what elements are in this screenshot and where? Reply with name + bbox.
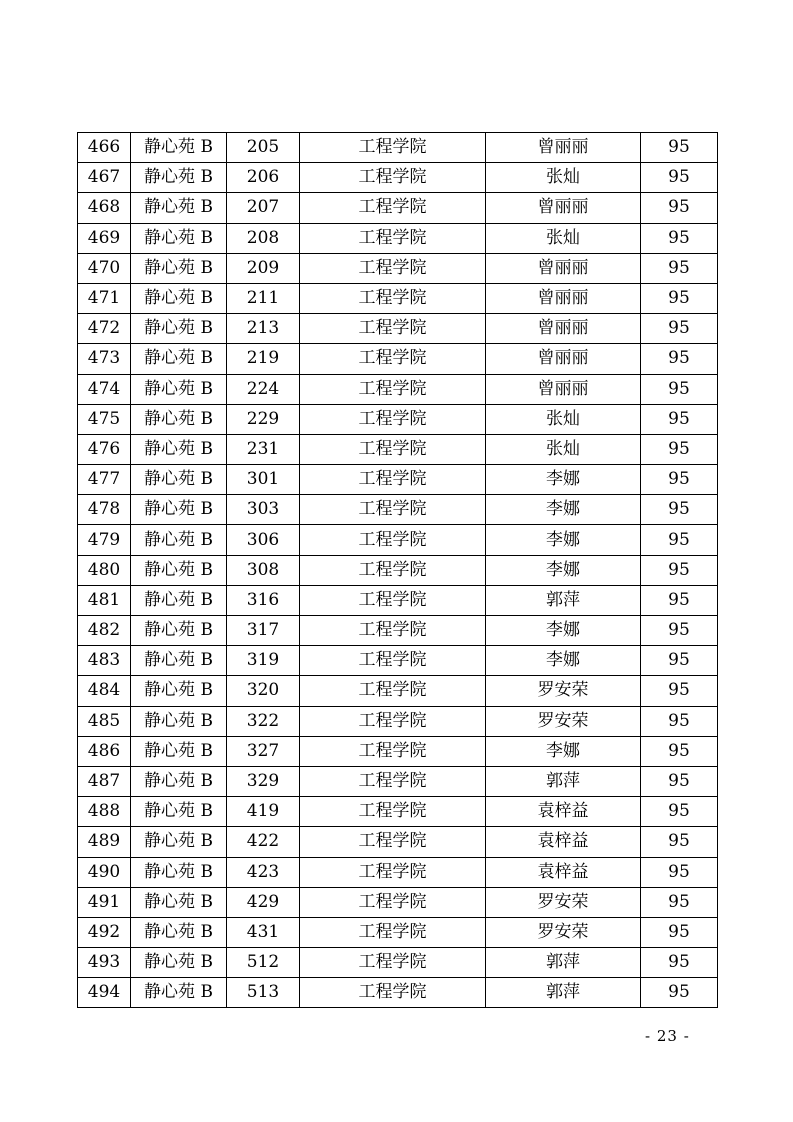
- room-cell: 213: [227, 314, 300, 344]
- room-cell: 422: [227, 827, 300, 857]
- room-cell: 206: [227, 163, 300, 193]
- row-number-cell: 488: [78, 797, 131, 827]
- table-row: [78, 706, 718, 736]
- college-cell: 工程学院: [300, 344, 486, 374]
- college-cell: 工程学院: [300, 616, 486, 646]
- room-cell: 301: [227, 465, 300, 495]
- college-cell: 工程学院: [300, 495, 486, 525]
- row-number-cell: 487: [78, 766, 131, 796]
- inspector-cell: 曾丽丽: [486, 133, 641, 163]
- row-number-cell: 475: [78, 404, 131, 434]
- room-cell: 211: [227, 283, 300, 313]
- room-cell: 306: [227, 525, 300, 555]
- college-cell: 工程学院: [300, 736, 486, 766]
- inspector-cell: 张灿: [486, 434, 641, 464]
- college-cell: 工程学院: [300, 525, 486, 555]
- room-cell: 317: [227, 616, 300, 646]
- room-cell: 303: [227, 495, 300, 525]
- row-number-cell: 491: [78, 887, 131, 917]
- building-cell: 静心苑 B: [131, 676, 227, 706]
- score-cell: 95: [641, 525, 718, 555]
- row-number-cell: 466: [78, 133, 131, 163]
- inspector-cell: 罗安荣: [486, 917, 641, 947]
- college-cell: 工程学院: [300, 676, 486, 706]
- college-cell: 工程学院: [300, 133, 486, 163]
- inspector-cell: 李娜: [486, 616, 641, 646]
- score-cell: 95: [641, 676, 718, 706]
- row-number-cell: 478: [78, 495, 131, 525]
- room-cell: 423: [227, 857, 300, 887]
- room-cell: 419: [227, 797, 300, 827]
- score-cell: 95: [641, 917, 718, 947]
- score-cell: 95: [641, 766, 718, 796]
- table-row: [78, 736, 718, 766]
- row-number-cell: 477: [78, 465, 131, 495]
- table-row: [78, 434, 718, 464]
- score-cell: 95: [641, 857, 718, 887]
- score-cell: 95: [641, 314, 718, 344]
- room-cell: 316: [227, 585, 300, 615]
- row-number-cell: 483: [78, 646, 131, 676]
- row-number-cell: 484: [78, 676, 131, 706]
- building-cell: 静心苑 B: [131, 374, 227, 404]
- room-cell: 512: [227, 948, 300, 978]
- inspector-cell: 李娜: [486, 736, 641, 766]
- table-row: [78, 193, 718, 223]
- row-number-cell: 480: [78, 555, 131, 585]
- score-cell: 95: [641, 706, 718, 736]
- inspector-cell: 曾丽丽: [486, 314, 641, 344]
- inspector-cell: 张灿: [486, 223, 641, 253]
- building-cell: 静心苑 B: [131, 133, 227, 163]
- inspector-cell: 袁梓益: [486, 857, 641, 887]
- table-row: [78, 857, 718, 887]
- table-row: [78, 978, 718, 1008]
- building-cell: 静心苑 B: [131, 253, 227, 283]
- building-cell: 静心苑 B: [131, 223, 227, 253]
- building-cell: 静心苑 B: [131, 555, 227, 585]
- row-number-cell: 479: [78, 525, 131, 555]
- table-row: [78, 827, 718, 857]
- inspector-cell: 李娜: [486, 555, 641, 585]
- college-cell: 工程学院: [300, 887, 486, 917]
- room-cell: 219: [227, 344, 300, 374]
- score-cell: 95: [641, 253, 718, 283]
- college-cell: 工程学院: [300, 434, 486, 464]
- building-cell: 静心苑 B: [131, 616, 227, 646]
- inspector-cell: 曾丽丽: [486, 374, 641, 404]
- building-cell: 静心苑 B: [131, 766, 227, 796]
- row-number-cell: 469: [78, 223, 131, 253]
- building-cell: 静心苑 B: [131, 314, 227, 344]
- building-cell: 静心苑 B: [131, 736, 227, 766]
- college-cell: 工程学院: [300, 465, 486, 495]
- inspector-cell: 罗安荣: [486, 887, 641, 917]
- score-cell: 95: [641, 344, 718, 374]
- building-cell: 静心苑 B: [131, 917, 227, 947]
- row-number-cell: 493: [78, 948, 131, 978]
- inspector-cell: 张灿: [486, 163, 641, 193]
- table-row: [78, 917, 718, 947]
- building-cell: 静心苑 B: [131, 585, 227, 615]
- building-cell: 静心苑 B: [131, 283, 227, 313]
- row-number-cell: 481: [78, 585, 131, 615]
- score-cell: 95: [641, 133, 718, 163]
- college-cell: 工程学院: [300, 827, 486, 857]
- room-cell: 329: [227, 766, 300, 796]
- room-cell: 513: [227, 978, 300, 1008]
- college-cell: 工程学院: [300, 766, 486, 796]
- table-row: [78, 766, 718, 796]
- dormitory-score-table: [77, 132, 718, 1008]
- room-cell: 431: [227, 917, 300, 947]
- college-cell: 工程学院: [300, 253, 486, 283]
- college-cell: 工程学院: [300, 223, 486, 253]
- building-cell: 静心苑 B: [131, 193, 227, 223]
- inspector-cell: 袁梓益: [486, 827, 641, 857]
- room-cell: 308: [227, 555, 300, 585]
- college-cell: 工程学院: [300, 857, 486, 887]
- table-row: [78, 344, 718, 374]
- building-cell: 静心苑 B: [131, 404, 227, 434]
- inspector-cell: 郭萍: [486, 766, 641, 796]
- row-number-cell: 467: [78, 163, 131, 193]
- table-row: [78, 525, 718, 555]
- score-cell: 95: [641, 646, 718, 676]
- inspector-cell: 郭萍: [486, 585, 641, 615]
- college-cell: 工程学院: [300, 646, 486, 676]
- building-cell: 静心苑 B: [131, 948, 227, 978]
- score-cell: 95: [641, 434, 718, 464]
- building-cell: 静心苑 B: [131, 978, 227, 1008]
- college-cell: 工程学院: [300, 797, 486, 827]
- college-cell: 工程学院: [300, 917, 486, 947]
- room-cell: 327: [227, 736, 300, 766]
- inspector-cell: 罗安荣: [486, 676, 641, 706]
- inspector-cell: 曾丽丽: [486, 344, 641, 374]
- building-cell: 静心苑 B: [131, 465, 227, 495]
- college-cell: 工程学院: [300, 374, 486, 404]
- score-cell: 95: [641, 585, 718, 615]
- row-number-cell: 482: [78, 616, 131, 646]
- row-number-cell: 476: [78, 434, 131, 464]
- college-cell: 工程学院: [300, 555, 486, 585]
- college-cell: 工程学院: [300, 163, 486, 193]
- college-cell: 工程学院: [300, 283, 486, 313]
- table-row: [78, 948, 718, 978]
- row-number-cell: 468: [78, 193, 131, 223]
- room-cell: 208: [227, 223, 300, 253]
- building-cell: 静心苑 B: [131, 525, 227, 555]
- college-cell: 工程学院: [300, 585, 486, 615]
- table-row: [78, 495, 718, 525]
- score-cell: 95: [641, 948, 718, 978]
- score-cell: 95: [641, 736, 718, 766]
- score-cell: 95: [641, 283, 718, 313]
- row-number-cell: 489: [78, 827, 131, 857]
- building-cell: 静心苑 B: [131, 797, 227, 827]
- inspector-cell: 张灿: [486, 404, 641, 434]
- building-cell: 静心苑 B: [131, 827, 227, 857]
- table-row: [78, 585, 718, 615]
- row-number-cell: 494: [78, 978, 131, 1008]
- row-number-cell: 486: [78, 736, 131, 766]
- college-cell: 工程学院: [300, 948, 486, 978]
- inspector-cell: 李娜: [486, 525, 641, 555]
- room-cell: 224: [227, 374, 300, 404]
- score-cell: 95: [641, 374, 718, 404]
- table-row: [78, 404, 718, 434]
- room-cell: 205: [227, 133, 300, 163]
- building-cell: 静心苑 B: [131, 857, 227, 887]
- row-number-cell: 474: [78, 374, 131, 404]
- table-body: [78, 133, 718, 1008]
- college-cell: 工程学院: [300, 978, 486, 1008]
- building-cell: 静心苑 B: [131, 434, 227, 464]
- room-cell: 231: [227, 434, 300, 464]
- building-cell: 静心苑 B: [131, 163, 227, 193]
- score-cell: 95: [641, 978, 718, 1008]
- room-cell: 319: [227, 646, 300, 676]
- score-cell: 95: [641, 887, 718, 917]
- row-number-cell: 492: [78, 917, 131, 947]
- score-cell: 95: [641, 827, 718, 857]
- table-row: [78, 646, 718, 676]
- score-cell: 95: [641, 616, 718, 646]
- score-cell: 95: [641, 163, 718, 193]
- score-cell: 95: [641, 223, 718, 253]
- inspector-cell: 袁梓益: [486, 797, 641, 827]
- room-cell: 229: [227, 404, 300, 434]
- inspector-cell: 曾丽丽: [486, 283, 641, 313]
- row-number-cell: 471: [78, 283, 131, 313]
- score-cell: 95: [641, 404, 718, 434]
- room-cell: 322: [227, 706, 300, 736]
- room-cell: 207: [227, 193, 300, 223]
- row-number-cell: 473: [78, 344, 131, 374]
- table-row: [78, 283, 718, 313]
- room-cell: 429: [227, 887, 300, 917]
- room-cell: 209: [227, 253, 300, 283]
- inspector-cell: 李娜: [486, 465, 641, 495]
- row-number-cell: 472: [78, 314, 131, 344]
- table-row: [78, 133, 718, 163]
- inspector-cell: 曾丽丽: [486, 193, 641, 223]
- building-cell: 静心苑 B: [131, 344, 227, 374]
- score-cell: 95: [641, 495, 718, 525]
- inspector-cell: 李娜: [486, 495, 641, 525]
- table-row: [78, 887, 718, 917]
- score-cell: 95: [641, 797, 718, 827]
- table-row: [78, 374, 718, 404]
- table-row: [78, 253, 718, 283]
- score-cell: 95: [641, 555, 718, 585]
- building-cell: 静心苑 B: [131, 646, 227, 676]
- score-cell: 95: [641, 193, 718, 223]
- college-cell: 工程学院: [300, 404, 486, 434]
- building-cell: 静心苑 B: [131, 706, 227, 736]
- inspector-cell: 罗安荣: [486, 706, 641, 736]
- building-cell: 静心苑 B: [131, 495, 227, 525]
- college-cell: 工程学院: [300, 193, 486, 223]
- table-row: [78, 314, 718, 344]
- inspector-cell: 郭萍: [486, 978, 641, 1008]
- inspector-cell: 郭萍: [486, 948, 641, 978]
- table-row: [78, 163, 718, 193]
- row-number-cell: 490: [78, 857, 131, 887]
- table-row: [78, 223, 718, 253]
- inspector-cell: 李娜: [486, 646, 641, 676]
- score-cell: 95: [641, 465, 718, 495]
- table-row: [78, 616, 718, 646]
- table-row: [78, 465, 718, 495]
- table-row: [78, 676, 718, 706]
- table-row: [78, 797, 718, 827]
- college-cell: 工程学院: [300, 314, 486, 344]
- college-cell: 工程学院: [300, 706, 486, 736]
- building-cell: 静心苑 B: [131, 887, 227, 917]
- row-number-cell: 470: [78, 253, 131, 283]
- room-cell: 320: [227, 676, 300, 706]
- row-number-cell: 485: [78, 706, 131, 736]
- page-number: - 23 -: [645, 1027, 690, 1045]
- inspector-cell: 曾丽丽: [486, 253, 641, 283]
- table-row: [78, 555, 718, 585]
